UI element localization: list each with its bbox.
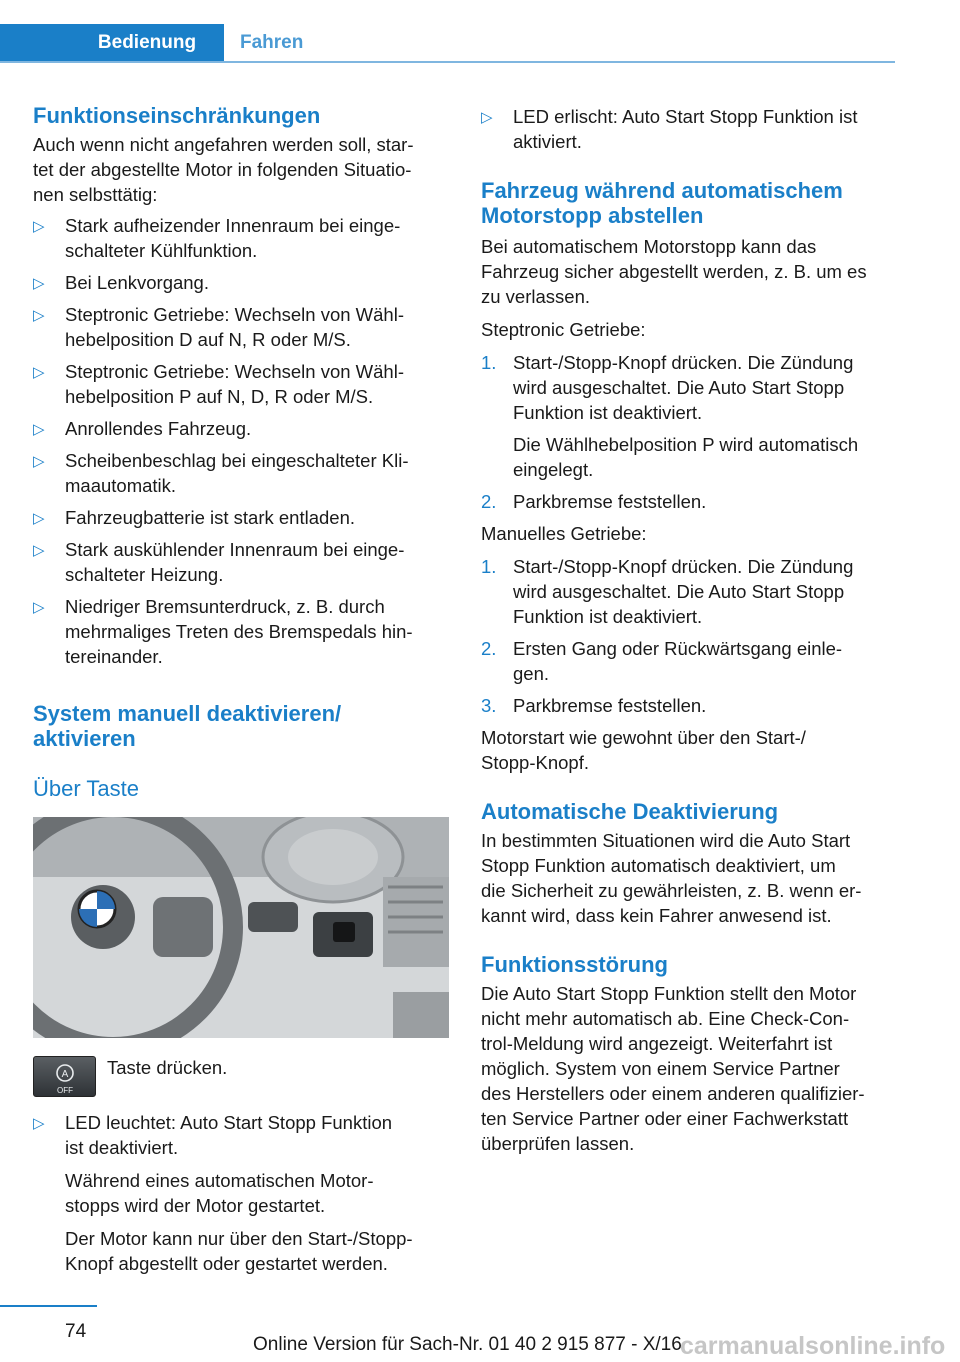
triangle-right-icon: ▷ (33, 275, 45, 292)
svg-text:OFF: OFF (57, 1086, 73, 1095)
list-item: ▷ LED erlischt: Auto Start Stopp Funktion ist aktiviert. (481, 106, 858, 152)
deaktivierung-paragraph: In bestimmten Situationen wird die Auto Start Stopp Funktion automatisch deaktiviert, um die Sicherheit zu gewährleisten, z. B. wenn er- kannt wird, dass kein Fahrer anwesend ist. (481, 830, 862, 926)
manual-steps (481, 554, 895, 718)
svg-text:A: A (61, 1069, 69, 1080)
watermark: carmanualsonline.info (680, 1332, 946, 1360)
led-section (33, 1110, 449, 1276)
header-divider (0, 61, 895, 63)
triangle-right-icon: ▷ (33, 542, 45, 559)
right-column (481, 104, 895, 1156)
tab-bedienung[interactable] (0, 24, 224, 61)
triangle-right-icon: ▷ (33, 421, 45, 438)
heading-ueber-taste: Über Taste (33, 776, 139, 801)
steptronic-steps (481, 350, 895, 514)
restriction-list (33, 213, 449, 669)
tab-fahren[interactable] (240, 24, 303, 61)
list-item: ▷ LED leuchtet: Auto Start Stopp Funktion ist deaktiviert. Während eines automatischen Motor- stopps wird der Motor gestartet. Der Motor kann nur über den Start-/Stopp- Knopf abgestellt oder gestartet werden. (33, 1112, 413, 1274)
list-item: ▷ Fahrzeugbatterie ist stark entladen. (33, 505, 449, 530)
steptronic-label: Steptronic Getriebe: (481, 319, 646, 340)
steering-wheel-illustration (33, 817, 449, 1038)
list-item: 1. Start-/Stopp-Knopf drücken. Die Zündung wird ausgeschaltet. Die Auto Start Stopp Funktion ist deaktiviert. (481, 556, 854, 627)
heading-funktionsstoerung: Funktionsstörung (481, 952, 668, 977)
intro-paragraph: Auch wenn nicht angefahren werden soll, star- tet der abgestellte Motor in folgenden Situatio- nen selbsttätig: (33, 134, 414, 205)
list-item: ▷ Anrollendes Fahrzeug. (33, 416, 449, 441)
heading-automatische-deaktivierung: Automatische Deaktivierung (481, 799, 779, 824)
page-number: 74 (65, 1321, 87, 1342)
list-item: ▷ Bei Lenkvorgang. (33, 270, 449, 295)
footer-rule (0, 1305, 97, 1307)
triangle-right-icon: ▷ (33, 1115, 45, 1132)
abstellen-paragraph: Bei automatischem Motorstopp kann das Fahrzeug sicher abgestellt werden, z. B. um es zu verlassen. (481, 236, 867, 307)
triangle-right-icon: ▷ (33, 510, 45, 527)
stoerung-paragraph: Die Auto Start Stopp Funktion stellt den Motor nicht mehr automatisch ab. Eine Check-Con- trol-Meldung wird angezeigt. Weiterfahrt ist möglich. System von einem Service Partner des Herstellers oder einem anderen qualifizier- ten Service Partner oder einer Fachwerkstatt überprüfen lassen. (481, 983, 865, 1154)
list-item: ▷ Stark auskühlender Innenraum bei einge- schalteter Heizung. (33, 539, 405, 585)
auto-start-stop-off-button-icon (33, 1056, 96, 1097)
list-item: 1. Start-/Stopp-Knopf drücken. Die Zündung wird ausgeschaltet. Die Auto Start Stopp Funktion ist deaktiviert. Die Wählhebelposition P wird automatisch eingelegt. (481, 352, 859, 480)
list-item: 3. Parkbremse feststellen. (481, 695, 707, 716)
list-item: ▷ Niedriger Bremsunterdruck, z. B. durch mehrmaliges Treten des Bremspedals hin- tereinander. (33, 596, 413, 667)
triangle-right-icon: ▷ (481, 109, 493, 126)
list-item: ▷ Scheibenbeschlag bei eingeschalteter Kli- maautomatik. (33, 450, 409, 496)
triangle-right-icon: ▷ (33, 599, 45, 616)
list-item: 2. Ersten Gang oder Rückwärtsgang einle- gen. (481, 638, 843, 684)
chapter-tab-bar (0, 0, 960, 62)
list-item: ▷ Stark aufheizender Innenraum bei einge- schalteter Kühlfunktion. (33, 215, 401, 261)
heading-funktionseinschraenkungen: Funktionseinschränkungen (33, 103, 321, 128)
triangle-right-icon: ▷ (33, 307, 45, 324)
left-column (33, 103, 449, 669)
heading-fahrzeug-abstellen: Fahrzeug während automatischem Motorstopp abstellen (481, 178, 843, 228)
triangle-right-icon: ▷ (33, 218, 45, 235)
tab-bedienung-label: Bedienung (97, 31, 197, 53)
list-item: ▷ Steptronic Getriebe: Wechseln von Wähl- hebelposition D auf N, R oder M/S. (33, 304, 404, 350)
triangle-right-icon: ▷ (33, 364, 45, 381)
footer-online-version: Online Version für Sach-Nr. 01 40 2 915 877 - X/16 (253, 1334, 682, 1355)
button-caption: Taste drücken. (107, 1057, 228, 1078)
tab-fahren-label: Fahren (240, 31, 304, 53)
list-item: 2. Parkbremse feststellen. (481, 491, 707, 512)
triangle-right-icon: ▷ (33, 453, 45, 470)
heading-system-manuell: System manuell deaktivieren/ aktivieren (33, 701, 342, 751)
list-item: ▷ Steptronic Getriebe: Wechseln von Wähl- hebelposition P auf N, D, R oder M/S. (33, 361, 404, 407)
motorstart-paragraph: Motorstart wie gewohnt über den Start-/ Stopp-Knopf. (481, 727, 806, 773)
manual-label: Manuelles Getriebe: (481, 523, 647, 544)
